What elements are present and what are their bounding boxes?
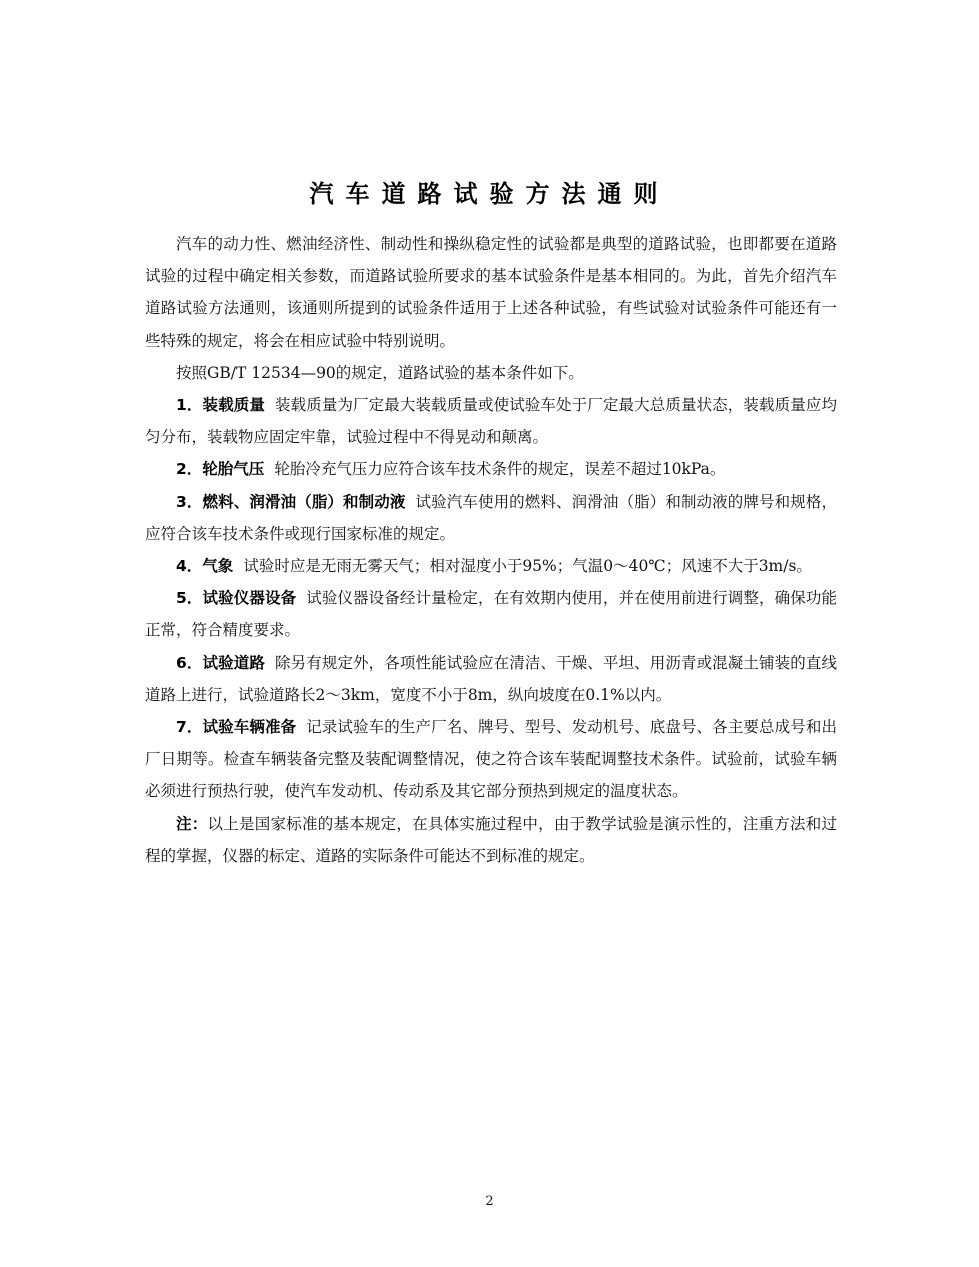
item-number: 6．	[176, 653, 203, 672]
condition-item-fuel	[145, 486, 837, 550]
condition-item-instruments	[145, 582, 837, 646]
note-paragraph	[145, 808, 837, 872]
item-term: 试验道路	[202, 653, 265, 672]
item-number: 4．	[176, 557, 203, 576]
intro-paragraph: 汽车的动力性、燃油经济性、制动性和操纵稳定性的试验都是典型的道路试验，也即都要在道路试验的过程中确定相关参数，而道路试验所要求的基本试验条件是基本相同的。为此，首先介绍汽车道路试验方法通则，该通则所提到的试验条件适用于上述各种试验，有些试验对试验条件可能还有一些特殊的规定，将会在相应试验中特别说明。	[145, 235, 837, 350]
item-number: 3．	[176, 492, 203, 511]
item-number: 5．	[176, 589, 203, 608]
condition-item-road	[145, 647, 837, 711]
condition-item-weather	[145, 550, 837, 582]
item-text: 试验仪器设备经计量检定，在有效期内使用，并在使用前进行调整，确保功能正常，符合精度要求。	[145, 589, 837, 640]
item-term: 轮胎气压	[202, 460, 265, 479]
document-title: 汽车道路试验方法通则	[309, 180, 670, 208]
item-term: 燃料、润滑油（脂）和制动液	[202, 492, 406, 511]
item-text: 除另有规定外，各项性能试验应在清洁、干燥、平坦、用沥青或混凝土铺装的直线道路上进行，试验道路长2～3km，宽度不小于8m，纵向坡度在0.1%以内。	[145, 653, 837, 704]
note-label: 注：	[176, 814, 208, 833]
condition-item-tire-pressure	[145, 453, 837, 485]
item-text: 轮胎冷充气压力应符合该车技术条件的规定，误差不超过10kPa。	[274, 460, 726, 479]
item-text: 记录试验车的生产厂名、牌号、型号、发动机号、底盘号、各主要总成号和出厂日期等。检查车辆装备完整及装配调整情况，使之符合该车装配调整技术条件。试验前，试验车辆必须进行预热行驶，使汽车发动机、传动系及其它部分预热到规定的温度状态。	[145, 718, 837, 801]
item-term: 试验仪器设备	[202, 589, 297, 608]
item-number: 2．	[176, 460, 203, 479]
page-number: 2	[485, 1194, 494, 1209]
item-number: 1．	[176, 396, 203, 415]
item-term: 试验车辆准备	[202, 718, 297, 737]
note-text: 以上是国家标准的基本规定，在具体实施过程中，由于教学试验是演示性的，注重方法和过程的掌握，仪器的标定、道路的实际条件可能达不到标准的规定。	[145, 814, 837, 865]
item-text: 装载质量为厂定最大装载质量或使试验车处于厂定最大总质量状态，装载质量应均匀分布，装载物应固定牢靠，试验过程中不得晃动和颠离。	[145, 396, 837, 447]
condition-item-vehicle-prep	[145, 711, 837, 808]
item-term: 气象	[202, 557, 234, 576]
item-text: 试验时应是无雨无雾天气；相对湿度小于95%；气温0～40℃；风速不大于3m/s。	[243, 557, 812, 576]
item-text: 试验汽车使用的燃料、润滑油（脂）和制动液的牌号和规格，应符合该车技术条件或现行国家标准的规定。	[145, 492, 837, 543]
item-term: 装载质量	[202, 396, 265, 415]
item-number: 7．	[176, 718, 203, 737]
standard-paragraph: 按照GB/T 12534—90的规定，道路试验的基本条件如下。	[176, 363, 584, 382]
document-body	[145, 228, 837, 872]
condition-item-load	[145, 389, 837, 453]
